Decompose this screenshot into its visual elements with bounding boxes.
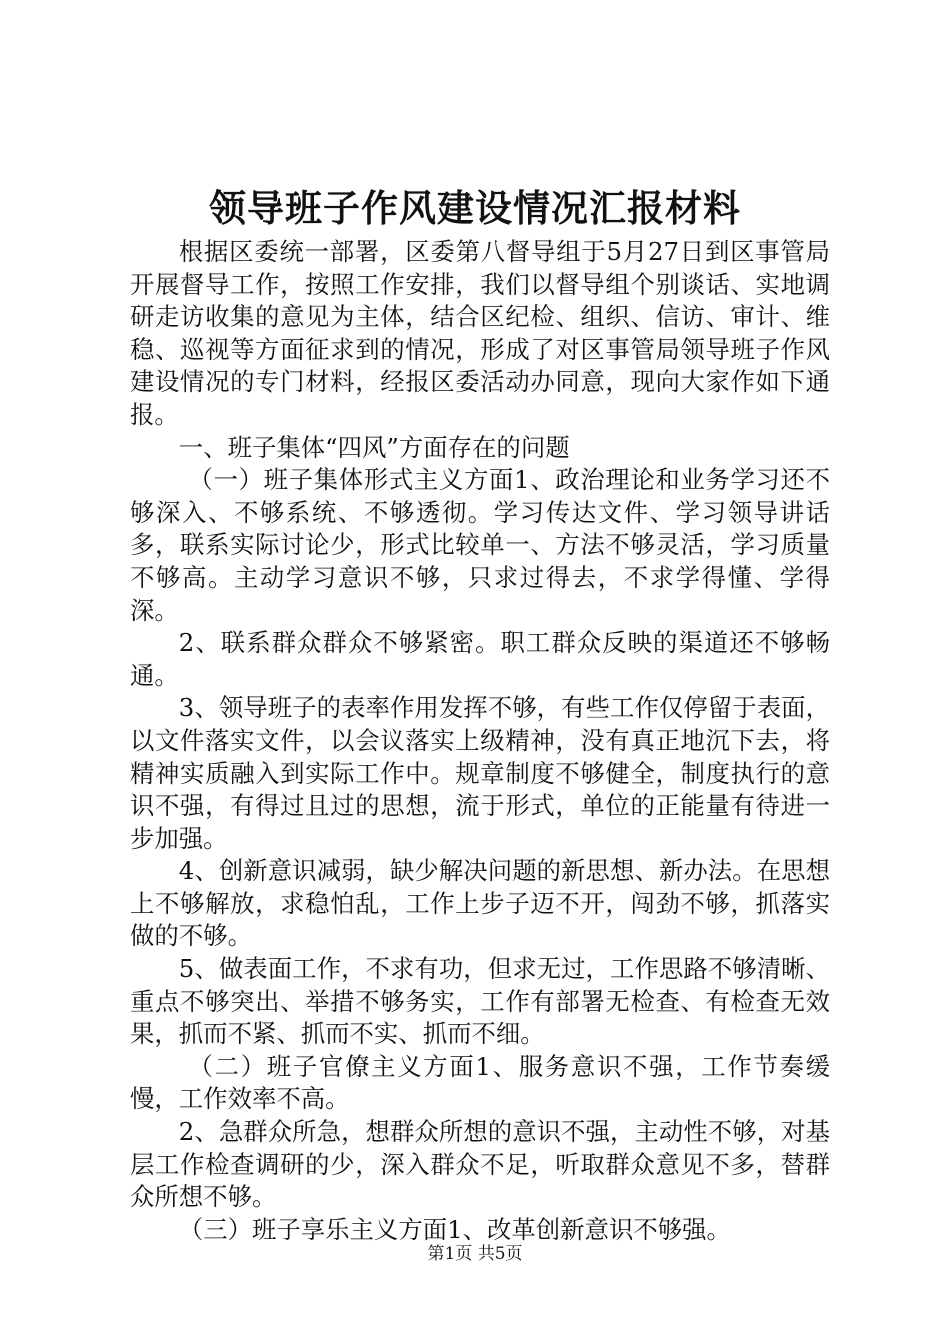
document-title: 领导班子作风建设情况汇报材料 xyxy=(209,186,741,230)
item-paragraph: 2、联系群众群众不够紧密。职工群众反映的渠道还不够畅通。 xyxy=(130,628,830,690)
item-paragraph: 3、领导班子的表率作用发挥不够，有些工作仅停留于表面，以文件落实文件，以会议落实上级精神，没有真正地沉下去，将精神实质融入到实际工作中。规章制度不够健全，制度执行的意识不强，有得过且过的思想，流于形式，单位的正能量有待进一步加强。 xyxy=(130,693,830,853)
page-number: 第1页 共5页 xyxy=(427,1244,523,1264)
subsection-hedonism: （三）班子享乐主义方面1、改革创新意识不够强。 xyxy=(178,1214,731,1244)
subsection-formalism: （一）班子集体形式主义方面1、政治理论和业务学习还不够深入、不够系统、不够透彻。学习传达文件、学习领导讲话多，联系实际讨论少，形式比较单一、方法不够灵活，学习质量不够高。主动学习意识不够，只求过得去，不求学得懂、学得深。 xyxy=(130,465,830,625)
item-paragraph: 4、创新意识减弱，缺少解决问题的新思想、新办法。在思想上不够解放，求稳怕乱，工作上步子迈不开，闯劲不够，抓落实做的不够。 xyxy=(130,856,830,951)
item-paragraph: 5、做表面工作，不求有功，但求无过，工作思路不够清晰、重点不够突出、举措不够务实，工作有部署无检查、有检查无效果，抓而不紧、抓而不实、抓而不细。 xyxy=(130,954,830,1049)
subsection-bureaucratism: （二）班子官僚主义方面1、服务意识不强，工作节奏缓慢，工作效率不高。 xyxy=(130,1051,830,1114)
item-paragraph: 2、急群众所急，想群众所想的意识不强，主动性不够，对基层工作检查调研的少，深入群众不足，听取群众意见不多，替群众所想不够。 xyxy=(130,1117,830,1212)
section-heading: 一、班子集体“四风”方面存在的问题 xyxy=(178,432,570,462)
document-body xyxy=(130,236,830,1246)
intro-paragraph: 根据区委统一部署，区委第八督导组于5月27日到区事管局开展督导工作，按照工作安排，我们以督导组个别谈话、实地调研走访收集的意见为主体，结合区纪检、组织、信访、审计、维稳、巡视等方面征求到的情况，形成了对区事管局领导班子作风建设情况的专门材料，经报区委活动办同意，现向大家作如下通报。 xyxy=(130,237,830,429)
